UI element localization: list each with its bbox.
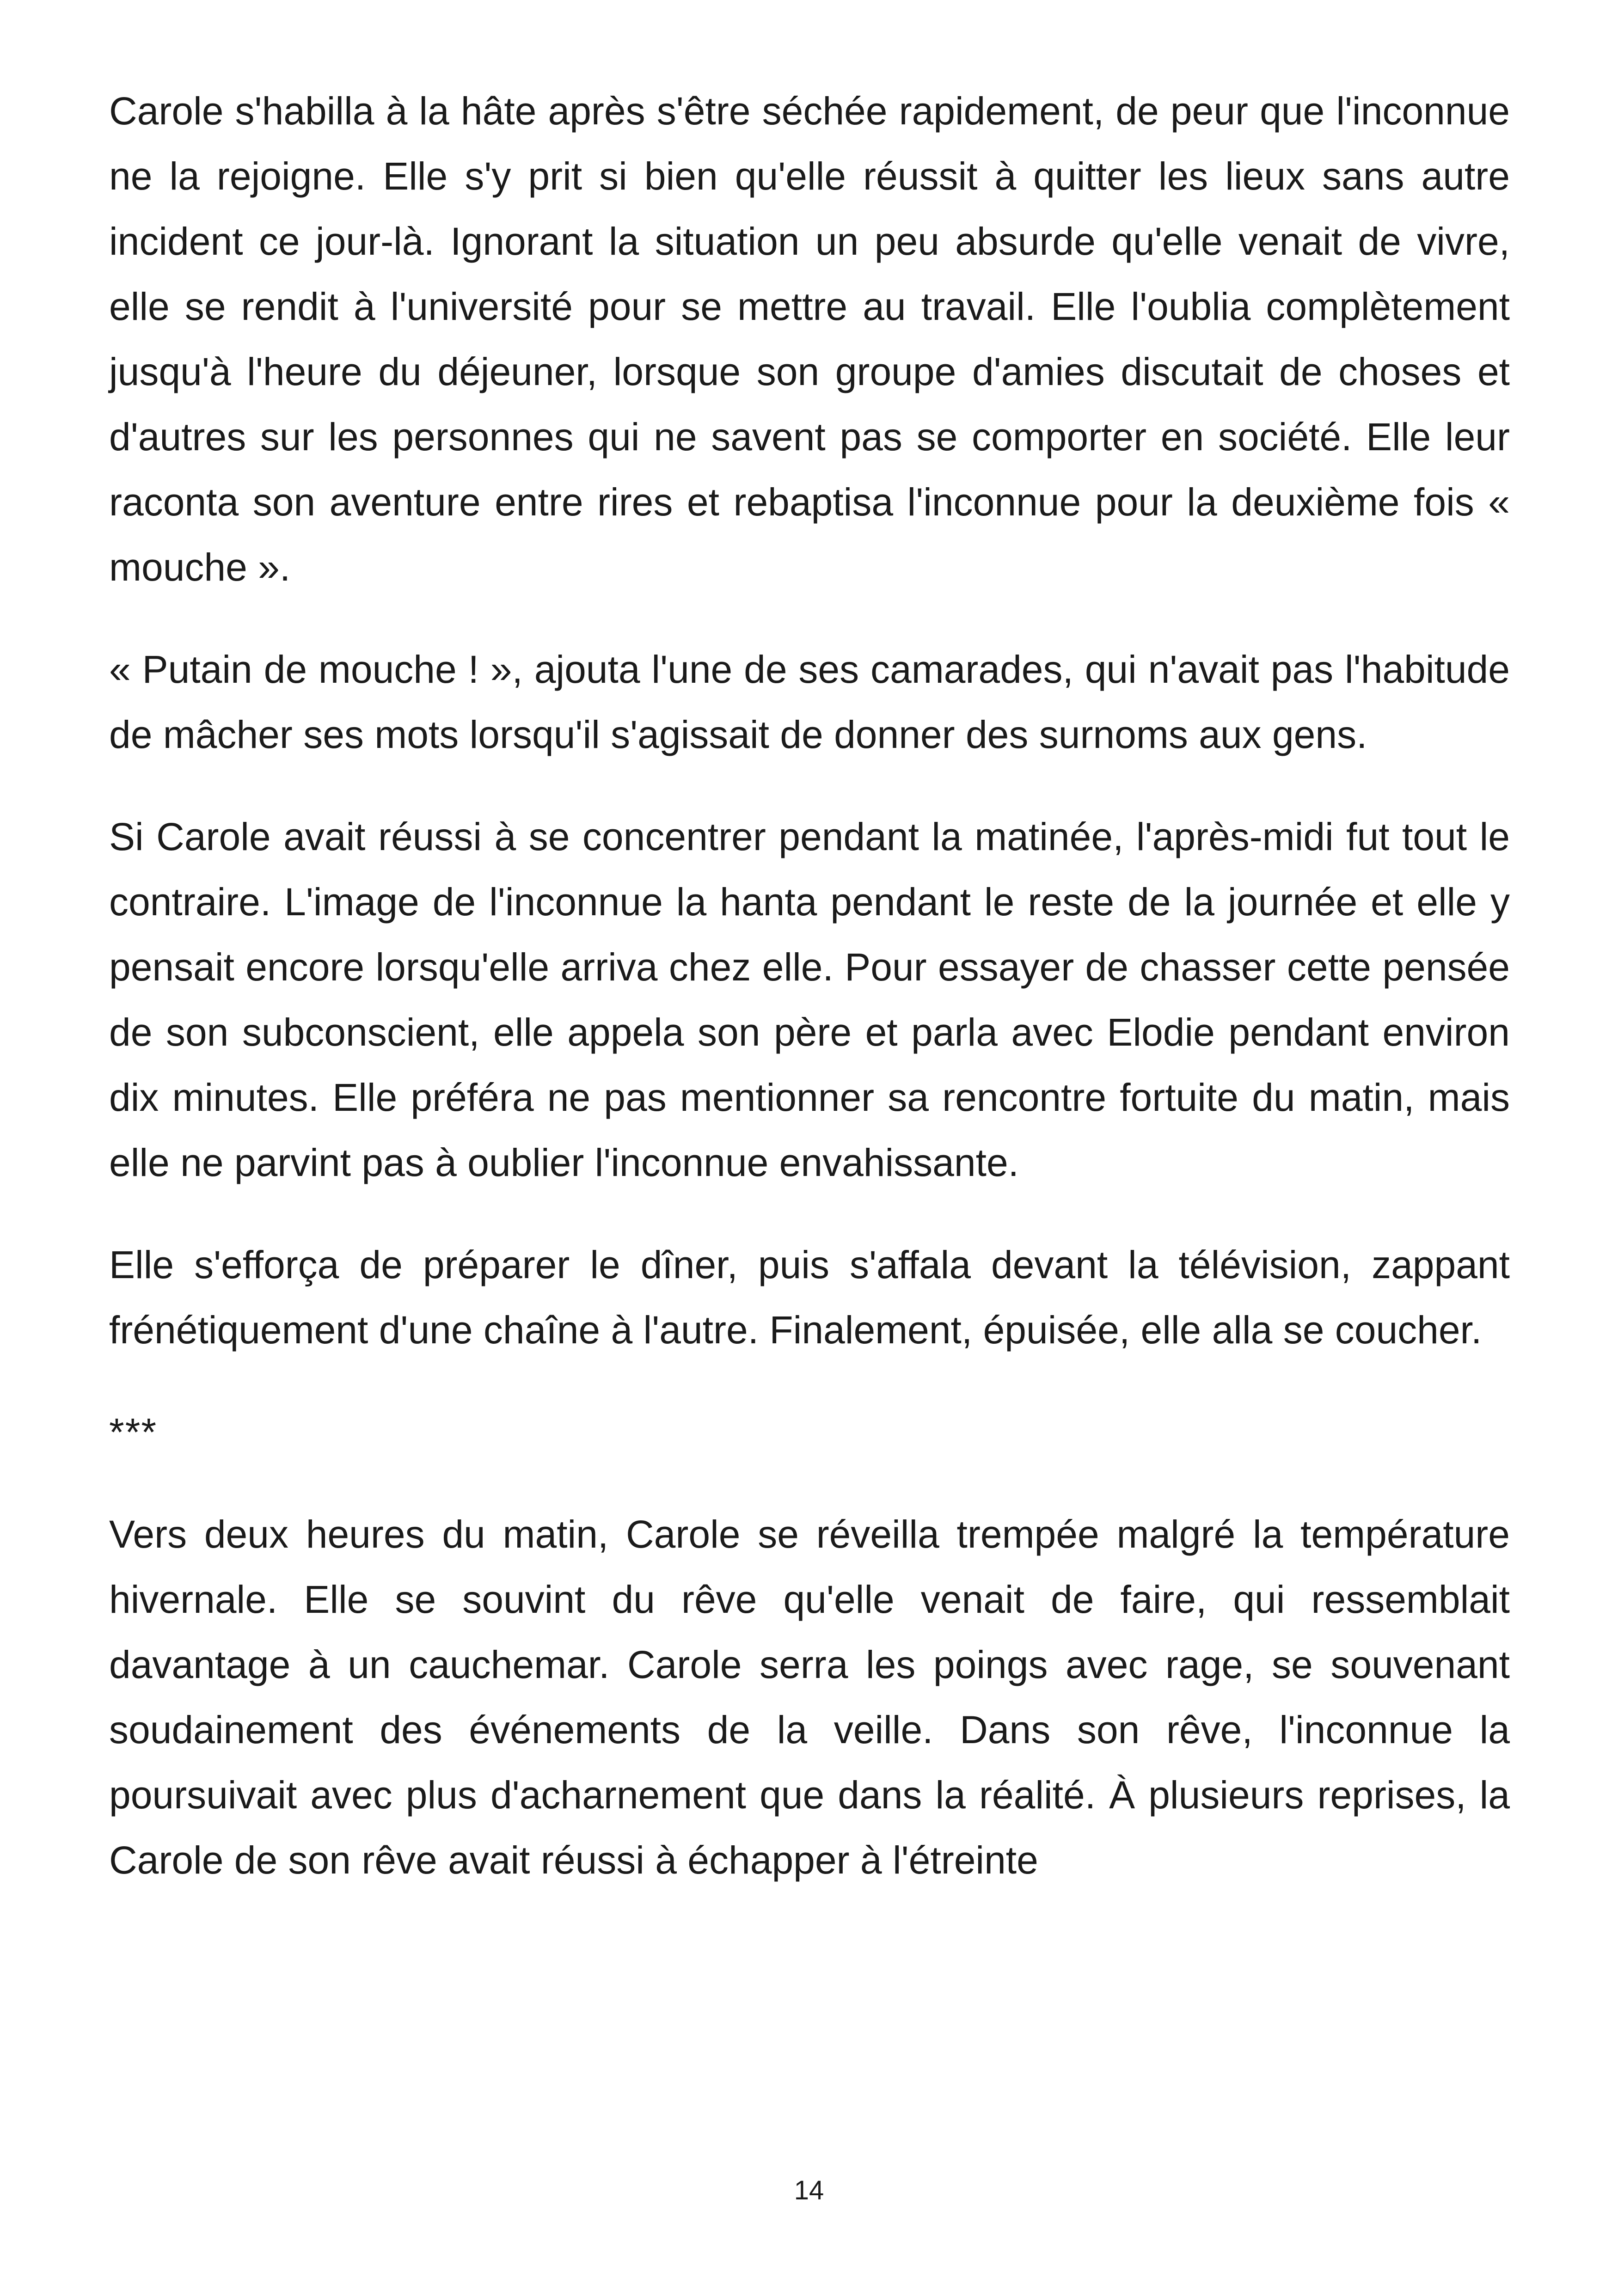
paragraph-1: Carole s'habilla à la hâte après s'être séchée rapidement, de peur que l'inconnue ne la rejoigne. Elle s'y prit si bien qu'elle réussit à quitter les lieux sans autre incident ce jour-là. Ignorant la situation un peu absurde qu'elle venait de vivre, elle se rendit à l'université pour se mettre au travail. Elle l'oublia complètement jusqu'à l'heure du déjeuner, lorsque son groupe d'amies discutait de choses et d'autres sur les personnes qui ne savent pas se comporter en société. Elle leur raconta son aventure entre rires et rebaptisa l'inconnue pour la deuxième fois « mouche ». [109, 89, 1510, 589]
paragraph-3: Si Carole avait réussi à se concentrer pendant la matinée, l'après-midi fut tout le contraire. L'image de l'inconnue la hanta pendant le reste de la journée et elle y pensait encore lorsqu'elle arriva chez elle. Pour essayer de chasser cette pensée de son subconscient, elle appela son père et parla avec Elodie pendant environ dix minutes. Elle préféra ne pas mentionner sa rencontre fortuite du matin, mais elle ne parvint pas à oublier l'inconnue envahissante. [109, 815, 1510, 1184]
paragraph-2: « Putain de mouche ! », ajouta l'une de ses camarades, qui n'avait pas l'habitude de mâcher ses mots lorsqu'il s'agissait de donner des surnoms aux gens. [109, 648, 1510, 756]
paragraph-4: Elle s'efforça de préparer le dîner, puis s'affala devant la télévision, zappant frénétiquement d'une chaîne à l'autre. Finalement, épuisée, elle alla se coucher. [109, 1243, 1510, 1352]
page-number: 14 [794, 2175, 824, 2205]
body-text [109, 79, 1510, 1930]
paragraph-5: Vers deux heures du matin, Carole se réveilla trempée malgré la température hivernale. Elle se souvint du rêve qu'elle venait de faire, qui ressemblait davantage à un cauchemar. Carole serra les poings avec rage, se souvenant soudainement des événements de la veille. Dans son rêve, l'inconnue la poursuivait avec plus d'acharnement que dans la réalité. À plusieurs reprises, la Carole de son rêve avait réussi à échapper à l'étreinte [109, 1512, 1510, 1882]
section-separator: *** [109, 1410, 158, 1454]
